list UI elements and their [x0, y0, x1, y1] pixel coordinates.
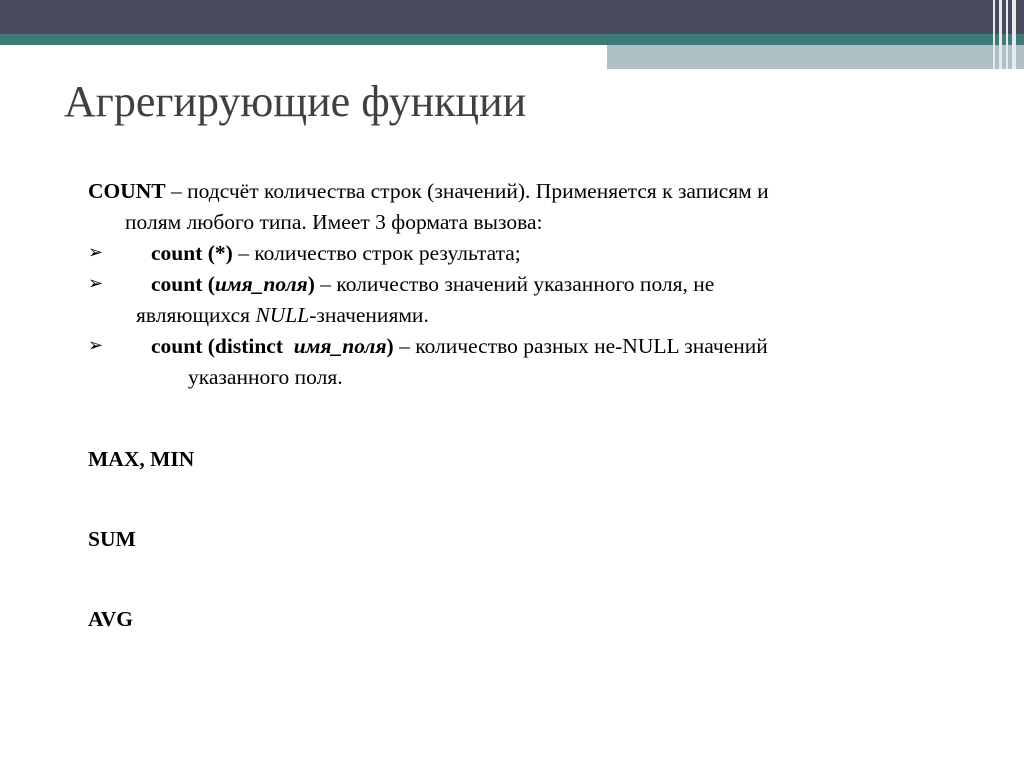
count-keyword: COUNT — [88, 179, 166, 203]
bullet-3-code: count (distinct имя_поля) — [151, 334, 394, 358]
arrow-bullet-icon: ➢ — [88, 242, 104, 263]
avg-heading: AVG — [88, 607, 134, 631]
arrow-bullet-icon: ➢ — [88, 273, 104, 294]
bullet-count-field — [88, 269, 918, 300]
arrow-bullet-icon: ➢ — [88, 335, 104, 356]
count-description — [88, 176, 918, 207]
slide-body — [88, 176, 918, 393]
bullet-2-text: – количество значений указанного поля, не — [314, 272, 715, 296]
slide-title: Агрегирующие функции — [64, 77, 527, 126]
bullet-1-code: count (*) — [151, 241, 233, 265]
bullet-2-line2: являющихся NULL-значениями. — [136, 303, 429, 327]
bullet-1-text: – количество строк результата; — [232, 241, 521, 265]
count-intro-line2: полям любого типа. Имеет 3 формата вызова: — [125, 210, 543, 234]
bullet-2-code: count (имя_поля) — [151, 272, 315, 296]
count-intro-text: – подсчёт количества строк (значений). Применяется к записям и — [165, 179, 769, 203]
header-band-teal — [0, 34, 1024, 45]
bullet-3-text: – количество разных не-NULL значений — [393, 334, 768, 358]
bullet-count-distinct — [88, 331, 918, 362]
header-band-gray — [607, 45, 1024, 69]
header-band-dark — [0, 0, 1024, 34]
bullet-3-line2: указанного поля. — [188, 365, 343, 389]
decorative-stripes — [993, 0, 1017, 69]
max-min-heading: MAX, MIN — [88, 447, 195, 471]
sum-heading: SUM — [88, 527, 136, 551]
bullet-count-star — [88, 238, 918, 269]
